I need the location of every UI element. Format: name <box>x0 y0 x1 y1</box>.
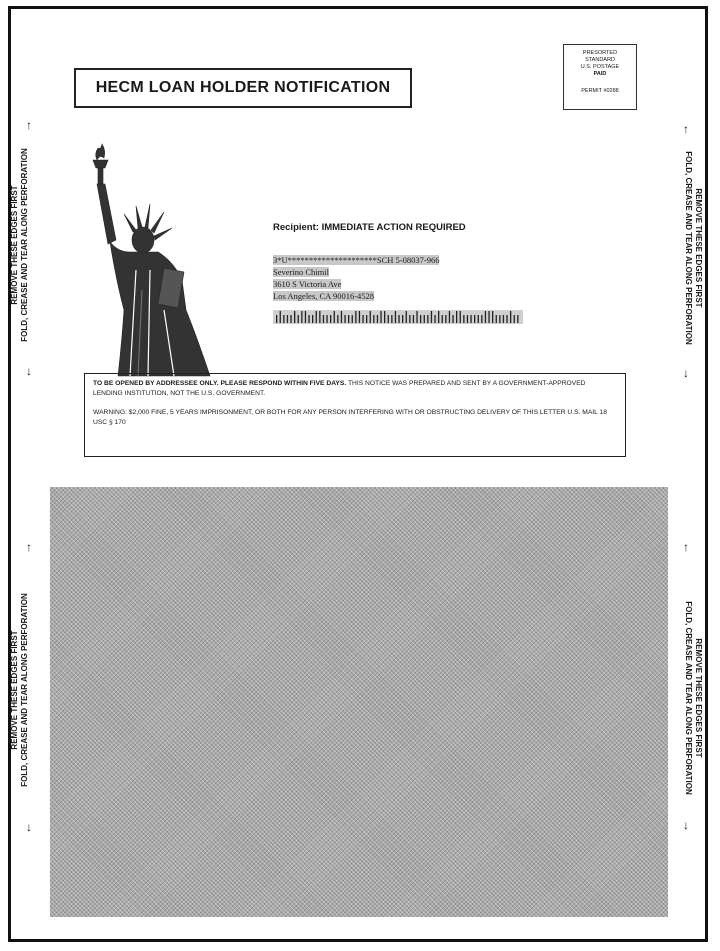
tear-instruction-left-top: REMOVE THESE EDGES FIRST FOLD, CREASE AND TEAR ALONG PERFORATION <box>10 148 29 342</box>
barcode-bar <box>431 311 432 323</box>
barcode-bar <box>355 311 356 323</box>
postage-permit: PERMIT #0288 <box>581 88 619 94</box>
barcode-bar <box>460 311 461 323</box>
barcode-bar <box>492 311 493 323</box>
mailing-address <box>273 254 439 302</box>
barcode-bar <box>312 315 313 323</box>
notice-lead: TO BE OPENED BY ADDRESSEE ONLY. PLEASE RESPOND WITHIN FIVE DAYS. <box>93 380 347 387</box>
postage-line-1: PRESORTED <box>582 50 618 56</box>
barcode-bar <box>413 315 414 323</box>
barcode-bar <box>362 315 363 323</box>
address-code: 3*U*********************SCH 5-08037-966 <box>273 255 440 265</box>
barcode-bar <box>470 315 471 323</box>
barcode-bar <box>352 315 353 323</box>
barcode-bar <box>337 315 338 323</box>
recipient-line <box>273 222 466 233</box>
document-title: HECM LOAN HOLDER NOTIFICATION <box>95 79 391 96</box>
arrow-down-icon: ↓ <box>683 366 689 380</box>
security-pattern-panel <box>50 487 668 917</box>
barcode-bar <box>496 315 497 323</box>
barcode-bar <box>434 315 435 323</box>
barcode-bar <box>442 315 443 323</box>
barcode-bar <box>406 311 407 323</box>
arrow-up-icon: ↑ <box>683 540 689 554</box>
arrow-up-icon: ↑ <box>26 540 32 554</box>
arrow-up-icon: ↑ <box>26 118 32 132</box>
barcode-bar <box>366 315 367 323</box>
barcode-bar <box>510 311 511 323</box>
barcode-bar <box>330 315 331 323</box>
barcode-bar <box>308 315 309 323</box>
tear-instruction-left-bottom: REMOVE THESE EDGES FIRST FOLD, CREASE AND TEAR ALONG PERFORATION <box>10 593 29 787</box>
notice-box <box>84 373 626 457</box>
barcode-bar <box>316 311 317 323</box>
barcode-bar <box>370 311 371 323</box>
barcode-bar <box>517 315 518 323</box>
address-name: Severino Chimil <box>273 267 329 277</box>
barcode-bar <box>319 311 320 323</box>
barcode-bar <box>474 315 475 323</box>
postage-paid: PAID <box>593 71 607 77</box>
barcode-bar <box>344 315 345 323</box>
barcode-bar <box>445 315 446 323</box>
barcode-bar <box>481 315 482 323</box>
barcode-bar <box>463 315 464 323</box>
barcode-bar <box>359 311 360 323</box>
barcode-bar <box>427 315 428 323</box>
barcode-bar <box>388 315 389 323</box>
barcode-bar <box>348 315 349 323</box>
barcode-bar <box>341 311 342 323</box>
address-city: Los Angeles, CA 90016-4528 <box>273 291 375 301</box>
barcode-bar <box>283 315 284 323</box>
arrow-down-icon: ↓ <box>26 820 32 834</box>
barcode-bar <box>276 315 277 323</box>
notice-text: THIS NOTICE WAS PREPARED AND SENT BY A GOVERNMENT-APPROVED LENDING INSTITUTION, NOT THE U.S. GOVERNMENT. <box>93 380 586 397</box>
barcode-bar <box>452 315 453 323</box>
barcode-bar <box>334 311 335 323</box>
recipient-status: IMMEDIATE ACTION REQUIRED <box>321 222 466 233</box>
barcode-bar <box>420 315 421 323</box>
address-street: 3610 S Victoria Ave <box>273 279 342 289</box>
barcode-bar <box>478 315 479 323</box>
barcode-bar <box>294 311 295 323</box>
arrow-down-icon: ↓ <box>26 364 32 378</box>
notice-warning: WARNING: $2,000 FINE, 5 YEARS IMPRISONMENT, OR BOTH FOR ANY PERSON INTERFERING WITH OR OBSTRUCTING DELIVERY OF THIS LETTER U.S. MAIL 18 USC § 170 <box>93 409 607 426</box>
recipient-label: Recipient: <box>273 222 319 233</box>
postage-indicia <box>563 44 637 110</box>
statue-of-liberty-icon <box>78 140 238 380</box>
tear-instruction-right-top: REMOVE THESE EDGES FIRST FOLD, CREASE AND TEAR ALONG PERFORATION <box>684 151 703 345</box>
barcode-bar <box>514 315 515 323</box>
barcode-bar <box>326 315 327 323</box>
barcode-bar <box>323 315 324 323</box>
arrow-down-icon: ↓ <box>683 818 689 832</box>
postal-barcode <box>273 310 523 324</box>
barcode-bar <box>449 311 450 323</box>
barcode-bar <box>402 315 403 323</box>
barcode-bar <box>409 315 410 323</box>
barcode-bar <box>438 311 439 323</box>
barcode-bar <box>377 315 378 323</box>
tear-instruction-right-bottom: REMOVE THESE EDGES FIRST FOLD, CREASE AND TEAR ALONG PERFORATION <box>684 601 703 795</box>
barcode-bar <box>395 311 396 323</box>
barcode-bar <box>287 315 288 323</box>
barcode-bar <box>391 315 392 323</box>
barcode-bar <box>506 315 507 323</box>
barcode-bar <box>301 311 302 323</box>
arrow-up-icon: ↑ <box>683 122 689 136</box>
barcode-bar <box>373 315 374 323</box>
title-box <box>74 68 412 108</box>
barcode-bar <box>467 315 468 323</box>
barcode-bar <box>384 311 385 323</box>
barcode-bar <box>488 311 489 323</box>
barcode-bar <box>456 311 457 323</box>
barcode-bar <box>305 311 306 323</box>
barcode-bar <box>485 311 486 323</box>
barcode-bar <box>503 315 504 323</box>
barcode-bar <box>424 315 425 323</box>
barcode-bar <box>499 315 500 323</box>
barcode-bar <box>398 315 399 323</box>
postage-line-2: STANDARD <box>585 57 615 63</box>
barcode-bar <box>298 315 299 323</box>
barcode-bar <box>416 311 417 323</box>
barcode-bar <box>380 311 381 323</box>
postage-line-3: U.S. POSTAGE <box>580 64 620 70</box>
barcode-bar <box>280 311 281 323</box>
barcode-bar <box>290 315 291 323</box>
